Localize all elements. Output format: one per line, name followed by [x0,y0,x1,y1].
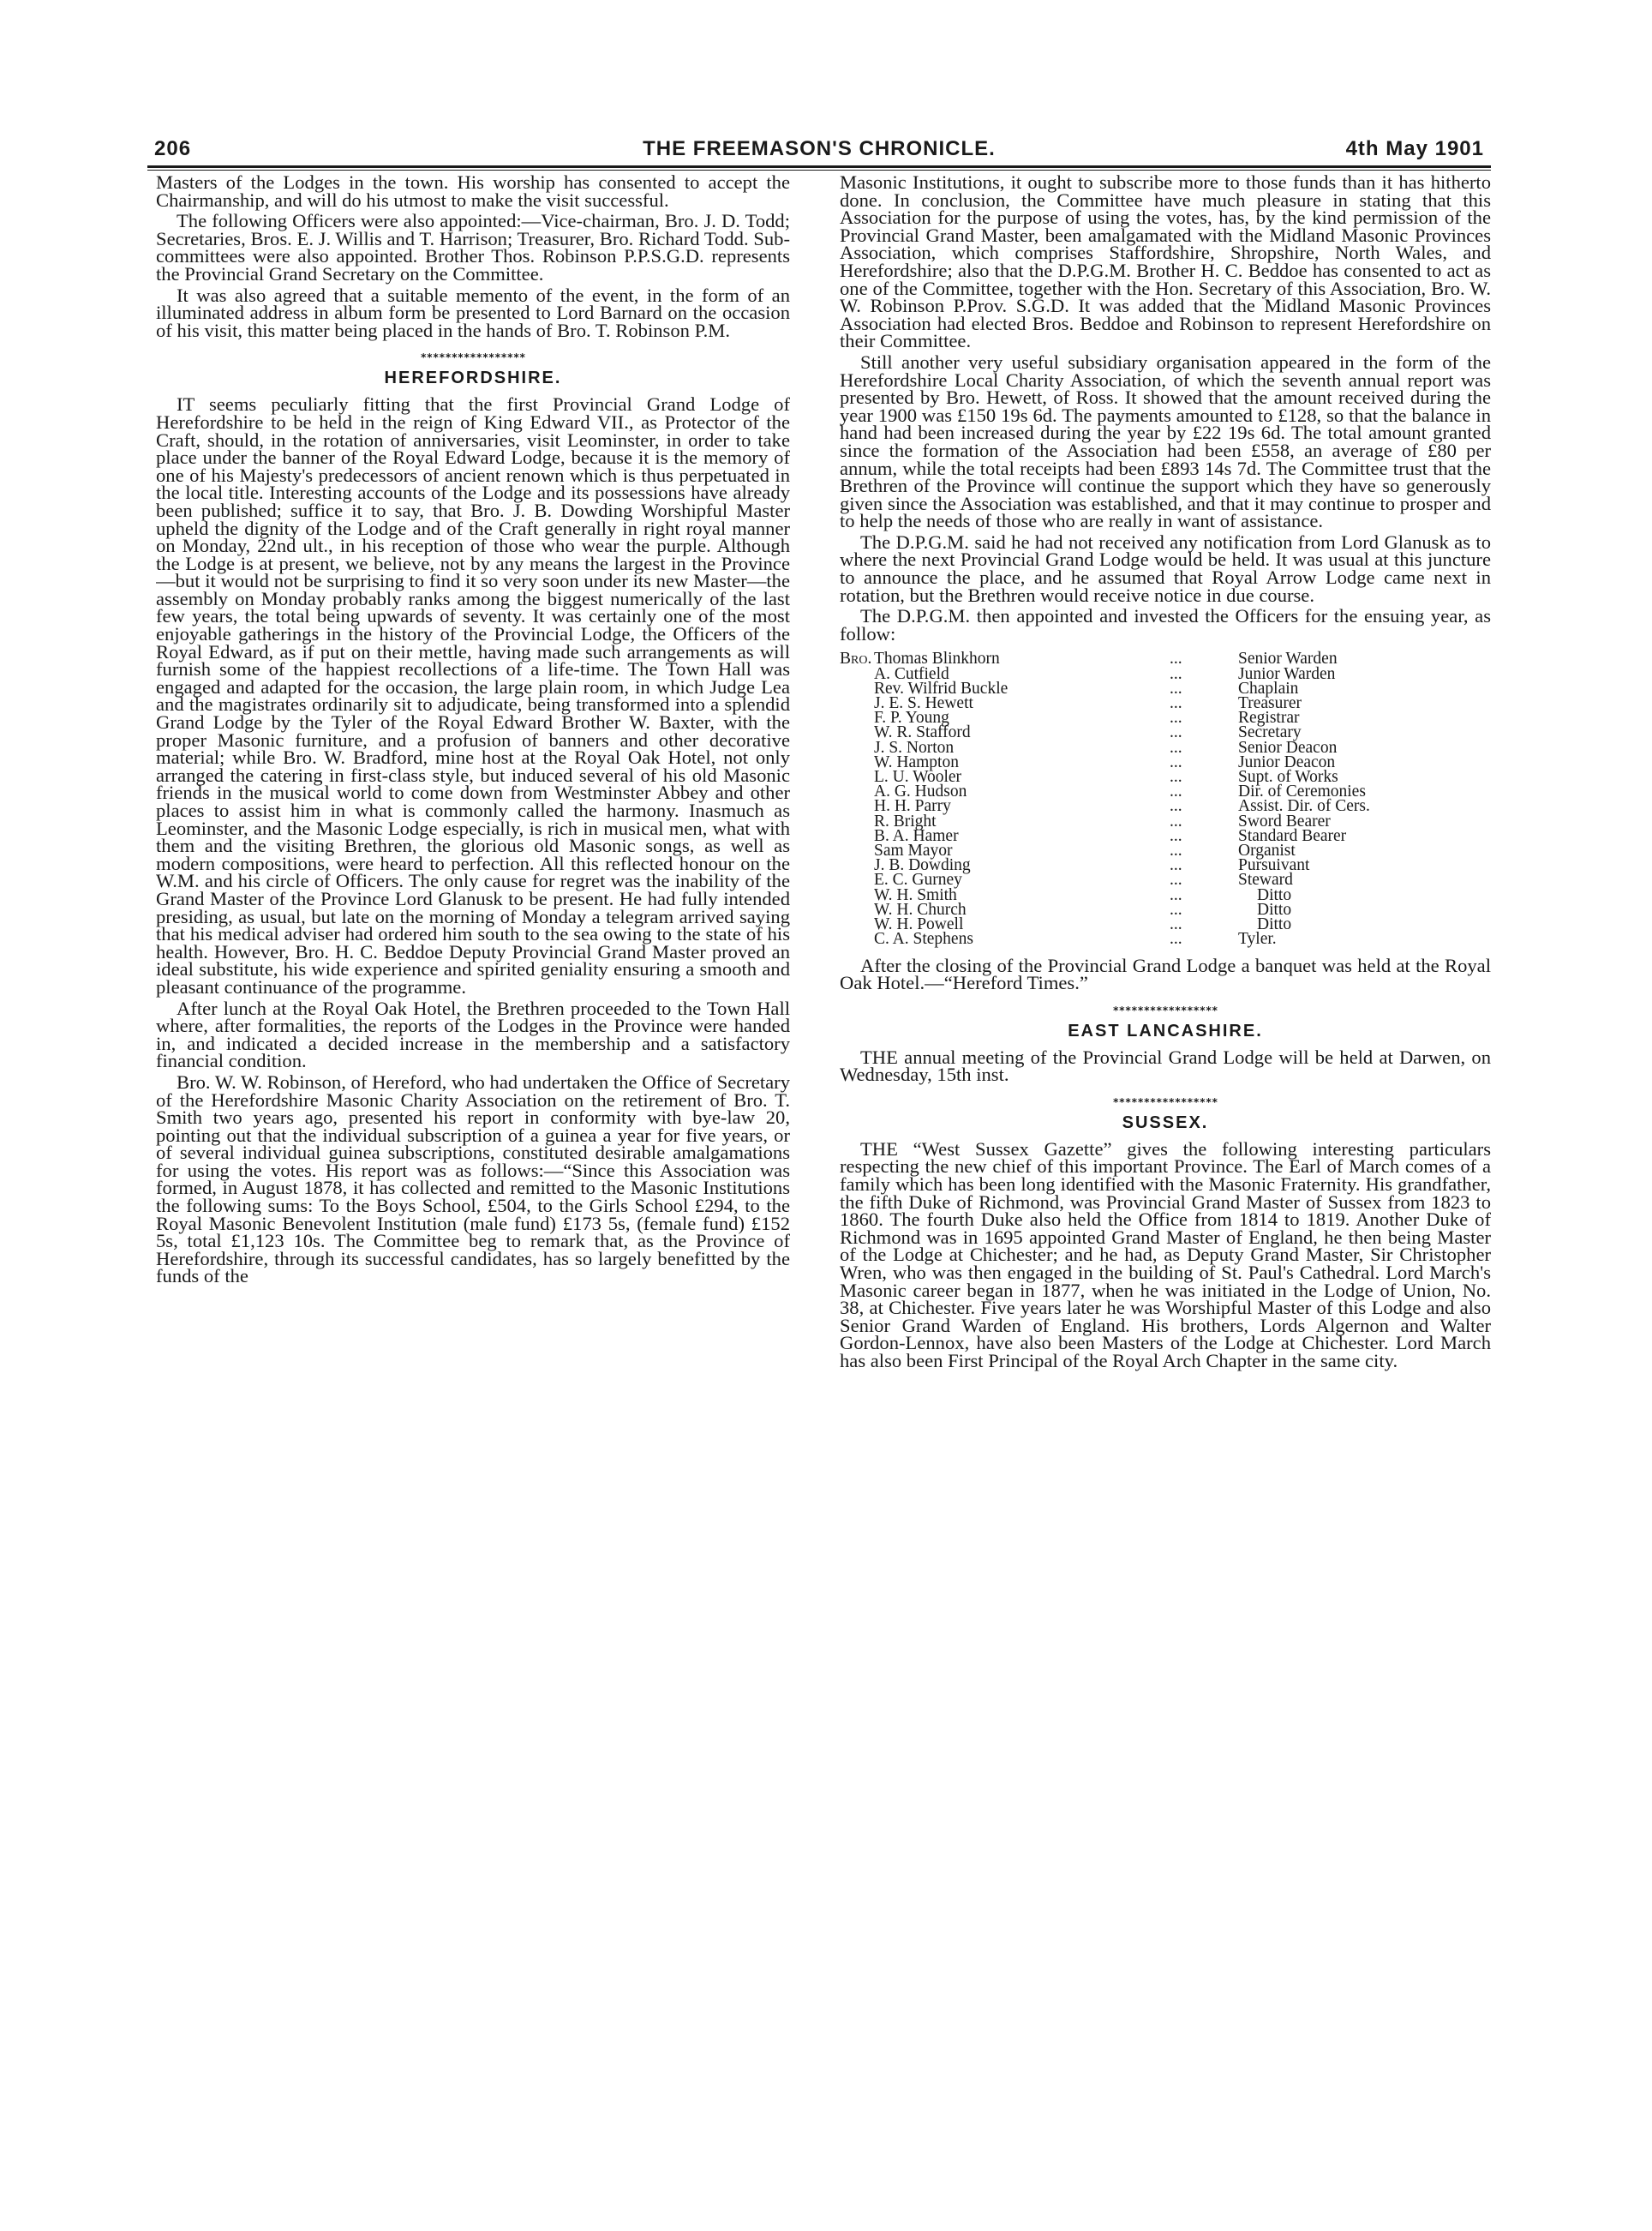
officer-office: Assist. Dir. of Cers. [1238,797,1370,816]
article-paragraph: The D.P.G.M. then appointed and invested the Officers for the ensuing year, as follow: [840,605,1491,645]
leader-dots: ... [1170,915,1182,934]
leader-dots: ... [1170,930,1182,949]
officer-row [840,930,1491,949]
section-title-sussex: SUSSEX. [1122,1113,1209,1132]
section-separator: ***************** [1112,1004,1218,1017]
leader-dots: ... [1170,738,1182,757]
intro-paragraph: Masters of the Lodges in the town. His worship has consented to accept the Chairmanship, and will do his utmost to make the visit successful. [156,174,790,211]
article-paragraph: Masonic Institutions, it ought to subscribe more to those funds than it has hitherto done. In conclusion, the Committee have much pleasure in stating that this Association for the purpose of using the votes, has, by the kind permission of the Provincial Grand Master, been amalgamated with the Midland Masonic Provinces Association, which comprises Staffordshire, Shropshire, North Wales, and Herefordshire; also that the D.P.G.M. Brother H. C. Beddoe has consented to act as one of the Committee, together with the Hon. Secretary of this Association, Bro. W. W. Robinson P.Prov. S.G.D. It was added that the Midland Masonic Provinces Association had elected Bros. Beddoe and Robinson to represent Herefordshire on their Committee. [840,174,1491,352]
article-paragraph: Bro. W. W. Robinson, of Hereford, who had undertaken the Office of Secretary of the Herefordshire Masonic Charity Association on the retirement of Bro. T. Smith two years ago, presented his report in conformity with bye-law 20, pointing out that the individual subscription of a guinea a year for five years, or of several individual guinea subscriptions, constituted desirable amalgamations for using the votes. His report was as follows:—“Since this Association was formed, in August 1878, it has collected and remitted to the Masonic Institutions the following sums: To the Boys School, £504, to the Girls School £294, to the Royal Masonic Benevolent Institution (male fund) £173 5s, (female fund) £152 5s, total £1,123 10s. The Committee beg to remark that, as the Province of Herefordshire, through its successful candidates, has so largely benefitted by the funds of the [156,1071,790,1287]
header-rule [147,165,1491,171]
officer-office: Organist [1238,842,1296,861]
intro-paragraph: The following Officers were also appointed:—Vice-chairman, Bro. J. D. Todd; Secretaries, Bros. E. J. Willis and T. Harrison; Treasurer, Bro. Richard Todd. Sub-committees were also appointed. Brother Thos. Robinson P.P.S.G.D. represents the Provincial Grand Secretary on the Committee. [156,210,790,285]
officer-name-text: A. Cutfield [874,664,949,683]
leader-dots: ... [1170,664,1182,683]
section-title-east-lancashire: EAST LANCASHIRE. [1068,1021,1263,1041]
article-paragraph: THE “West Sussex Gazette” gives the following interesting particulars respecting the new chief of this important Province. The Earl of March comes of a family which has been long identified with the Masonic Fraternity. His grandfather, the fifth Duke of Richmond, was Provincial Grand Master of Sussex from 1823 to 1860. The fourth Duke also held the Office from 1814 to 1819. Another Duke of Richmond was in 1695 appointed Grand Master of England, he then being Master of the Lodge at Chichester; and he had, as Deputy Grand Master, Sir Christopher Wren, who was then engaged in the building of St. Paul's Cathedral. Lord March's Masonic career began in 1877, when he was initiated in the Lodge of Union, No. 38, at Chichester. Five years later he was Worshipful Master of this Lodge and also Senior Grand Warden of England. His brothers, Lords Algernon and Walter Gordon-Lennox, have also been Masters of the Lodge at Chichester. Lord March has also been First Principal of the Royal Arch Chapter in the same city. [840,1137,1491,1371]
officer-office: Chaplain [1238,679,1299,698]
leader-dots: ... [1170,856,1182,875]
officer-name-text: J. S. Norton [874,738,955,757]
officer-office: Dir. of Ceremonies [1238,783,1366,801]
officer-name-text: F. P. Young [874,709,949,728]
page-number: 206 [154,137,192,160]
officer-office: Registrar [1238,709,1300,728]
section-separator: ***************** [420,351,526,364]
leader-dots: ... [1170,842,1182,861]
officer-name-text: W. R. Stafford [874,723,971,742]
leader-dots: ... [1170,900,1182,919]
issue-date: 4th May 1901 [1345,137,1484,160]
leader-dots: ... [1170,797,1182,816]
left-column [156,174,790,2094]
officer-name-text: R. Bright [874,812,937,831]
officer-office: Supt. of Works [1238,768,1338,787]
officer-row [840,797,1491,816]
article-paragraph: After the closing of the Provincial Grand Lodge a banquet was held at the Royal Oak Hotel.—“Hereford Times.” [840,954,1491,994]
officer-office: Treasurer [1238,694,1302,713]
officer-name-text: Sam Mayor [874,842,953,861]
officer-prefix: Bro. [840,650,872,669]
officer-name-text: L. U. Wooler [874,768,962,787]
leader-dots: ... [1170,768,1182,787]
publication-title: THE FREEMASON'S CHRONICLE. [643,137,996,160]
leader-dots: ... [1170,871,1182,890]
leader-dots: ... [1170,709,1182,728]
officer-name-text: H. H. Parry [874,797,951,816]
officer-name-text: E. C. Gurney [874,871,962,890]
officer-office: Ditto [1257,885,1292,904]
article-paragraph: The D.P.G.M. said he had not received any notification from Lord Glanusk as to where the next Provincial Grand Lodge would be held. It was usual at this juncture to announce the place, and he assumed that Royal Arrow Lodge came next in rotation, but the Brethren would receive notice in due course. [840,531,1491,606]
officer-office: Pursuivant [1238,856,1310,875]
officer-office: Sword Bearer [1238,812,1331,831]
officer-name [840,930,1170,949]
article-paragraph: Still another very useful subsidiary organisation appeared in the form of the Herefordshire Local Charity Association, of which the seventh annual report was presented by Bro. Hewett, of Ross. It showed that the amount received during the year 1900 was £150 19s 6d. The payments amounted to £128, so that the balance in hand had been increased during the year by £22 19s 6d. The total amount granted since the formation of the Association had been £558, an average of £80 per annum, while the total receipts had been £893 14s 7d. The Committee trust that the Brethren of the Province will continue the support which they have so generously given since the Association was established, and that it may continue to prosper and to help the needs of those who are really in want of assistance. [840,351,1491,532]
officer-name-text: W. H. Smith [874,885,957,904]
leader-dots: ... [1170,826,1182,845]
officer-name-text: Rev. Wilfrid Buckle [874,679,1009,698]
officer-name-text: W. H. Church [874,900,967,919]
section-separator: ***************** [1112,1095,1218,1108]
leader-dots: ... [1170,783,1182,801]
article-paragraph: After lunch at the Royal Oak Hotel, the Brethren proceeded to the Town Hall where, after formalities, the reports of the Lodges in the Province were handed in, and indicated a decided increase in the membership and a satisfactory financial condition. [156,997,790,1072]
leader-dots: ... [1170,679,1182,698]
officers-list [840,650,1491,949]
officer-name-text: A. G. Hudson [874,783,967,801]
officer-office: Junior Warden [1238,664,1336,683]
running-header [147,130,1491,168]
intro-paragraph: It was also agreed that a suitable memento of the event, in the form of an illuminated address in album form be presented to Lord Barnard on the occasion of his visit, this matter being placed in the hands of Bro. T. Robinson P.M. [156,284,790,341]
article-paragraph: THE annual meeting of the Provincial Grand Lodge will be held at Darwen, on Wednesday, 15th inst. [840,1046,1491,1086]
leader-dots: ... [1170,812,1182,831]
officer-office: Junior Deacon [1238,753,1336,771]
officer-office: Steward [1238,871,1293,890]
leader-dots: ... [1170,753,1182,771]
officer-office: Senior Warden [1238,650,1338,669]
officer-name-text: Thomas Blinkhorn [874,650,1000,669]
article-paragraph: IT seems peculiarly fitting that the first Provincial Grand Lodge of Herefordshire to be held in the reign of King Edward VII., as Protector of the Craft, should, in the rotation of anniversaries, visit Leominster, in order to take place under the banner of the Royal Edward Lodge, because it is the memory of one of his Majesty's predecessors of ancient renown which is thus perpetuated in the local title. Interesting accounts of the Lodge and its possessions have already been published; suffice it to say, that Bro. J. B. Dowding Worshipful Master upheld the dignity of the Lodge and of the Craft generally in right royal manner on Monday, 22nd ult., in his reception of those who wear the purple. Although the Lodge is at present, we believe, not by any means the largest in the Province—but it would not be surprising to find it so very soon under its new Master—the assembly on Monday probably ranks among the biggest numerically of the last few years, the total being upwards of seventy. It was certainly one of the most enjoyable gatherings in the history of the Provincial Lodge, the Officers of the Royal Edward, as if put on their mettle, having made such arrangements as will furnish some of the happiest recollections of a life-time. The Town Hall was engaged and adapted for the occasion, the large plain room, in which Judge Lea and the magistrates ordinarily sit to adjudicate, being transformed into a splendid Grand Lodge by the Tyler of the Royal Edward Brother W. Baxter, with the proper Masonic furniture, and a profusion of banners and other decorative material; while Bro. W. Bradford, mine host at the Royal Oak Hotel, not only arranged the catering in first-class style, but induced several of his old Masonic friends in the musical world to come down from Westminster Abbey and other places to assist him in what is commonly called the harmony. Inasmuch as Leominster, and the Masonic Lodge especially, is rich in musical men, what with them and the visiting Brethren, the glorious old Masonic songs, as well as modern compositions, were heard to perfection. All this reflected honour on the W.M. and his circle of Officers. The only cause for regret was the inability of the Grand Master of the Province Lord Glanusk to be present. He had fully intended presiding, as usual, but late on the morning of Monday a telegram arrived saying that his medical adviser had ordered him south to the sea owing to the state of his health. However, Bro. H. C. Beddoe Deputy Provincial Grand Master proved an ideal substitute, his wide experience and spirited geniality ensuring a smooth and pleasant continuance of the programme. [156,393,790,998]
officer-name-text: J. E. S. Hewett [874,694,973,713]
officer-name-text: W. Hampton [874,753,959,771]
officer-name-text: C. A. Stephens [874,930,973,949]
leader-dots: ... [1170,694,1182,713]
section-title-herefordshire: HEREFORDSHIRE. [384,369,562,388]
right-column [840,174,1491,2094]
officer-office: Senior Deacon [1238,738,1338,757]
officer-name-text: B. A. Hamer [874,826,959,845]
officer-office: Ditto [1257,900,1292,919]
leader-dots: ... [1170,650,1182,669]
officer-office: Ditto [1257,915,1292,934]
leader-dots: ... [1170,885,1182,904]
officer-office: Secretary [1238,723,1302,742]
officer-name-text: W. H. Powell [874,915,964,934]
officer-office: Standard Bearer [1238,826,1347,845]
officer-name-text: J. B. Dowding [874,856,971,875]
leader-dots: ... [1170,723,1182,742]
officer-office: Tyler. [1238,930,1277,949]
